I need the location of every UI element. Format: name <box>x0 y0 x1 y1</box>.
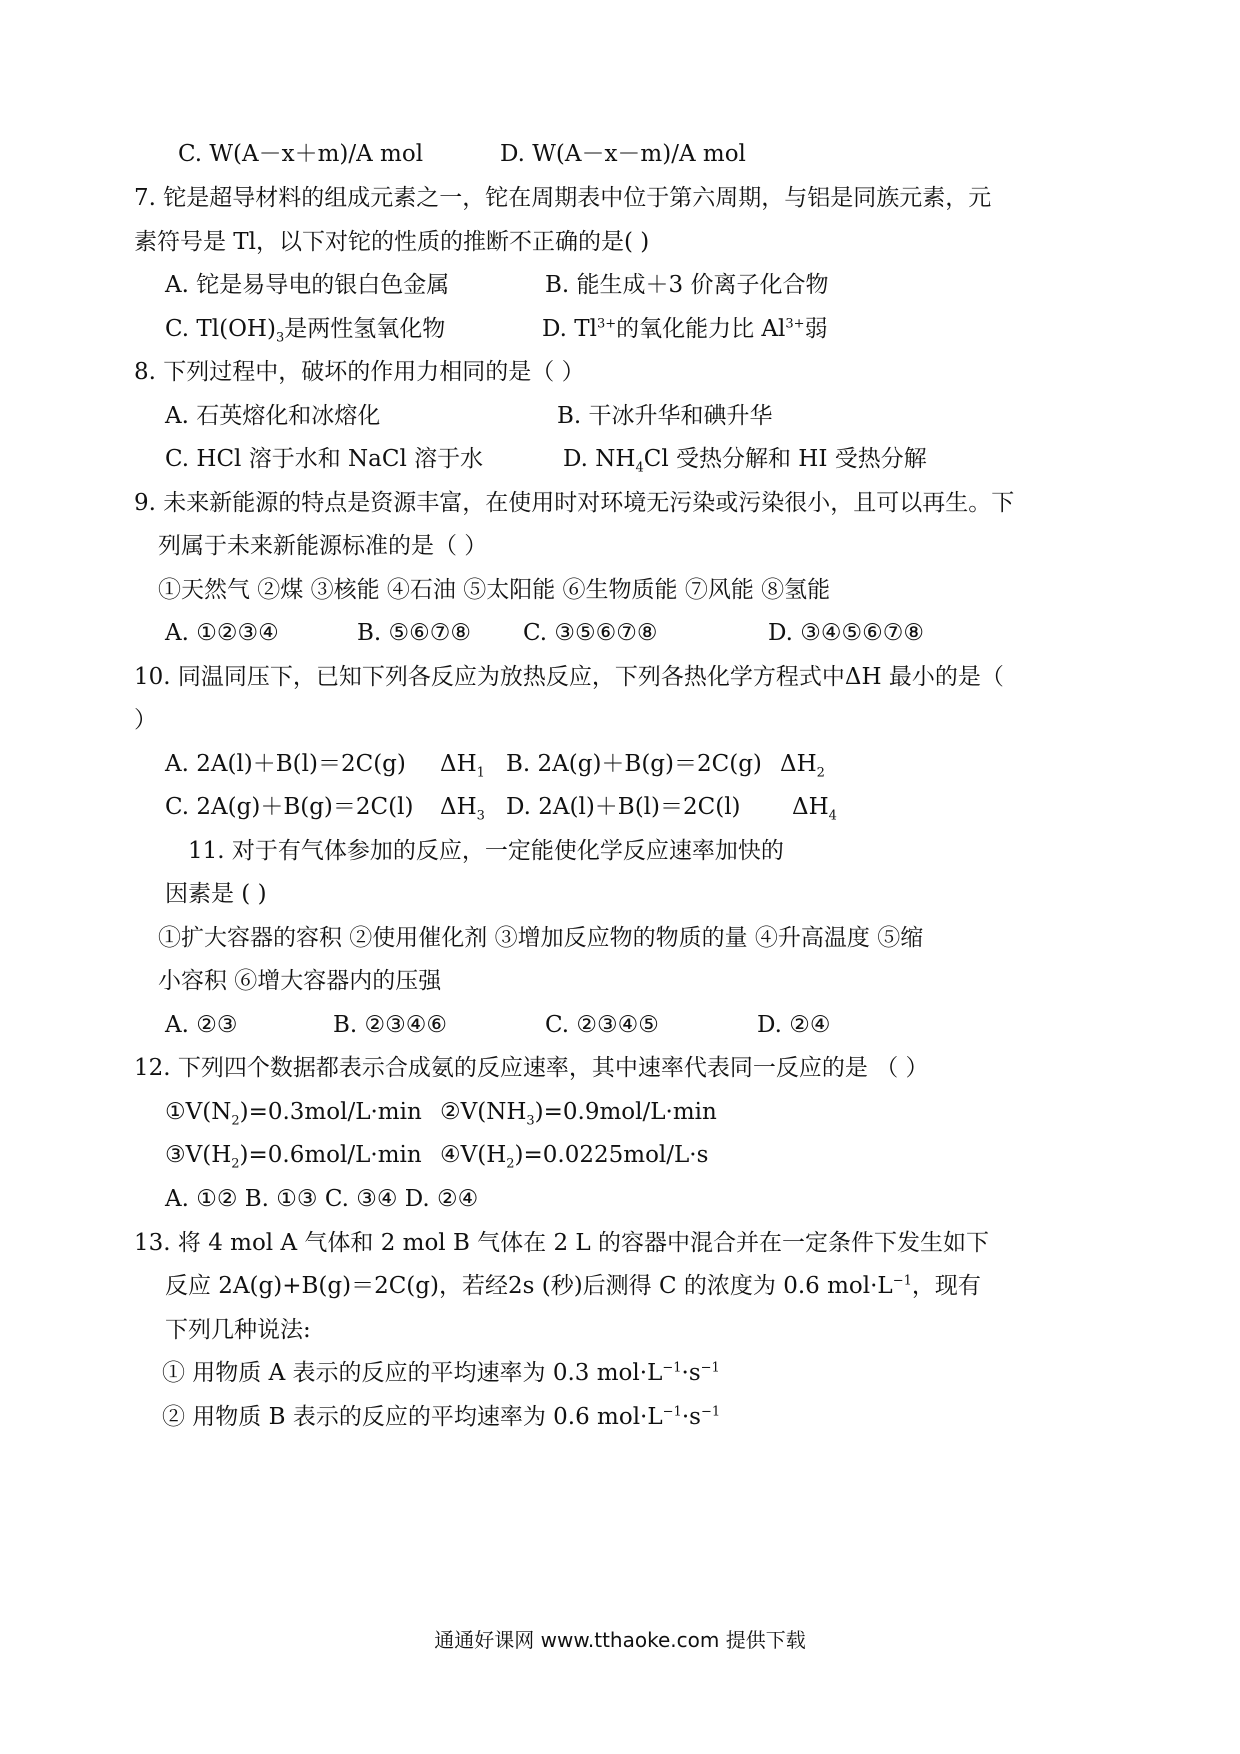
q13-stem-line2 <box>165 1271 981 1301</box>
q7-c-text: C. Tl(OH) <box>165 316 276 342</box>
q12-item-4-subscript: 2 <box>506 1156 515 1172</box>
q12-item-1-text: ①V(N <box>165 1099 232 1125</box>
q13-stem-line3: 下列几种说法: <box>165 1317 311 1343</box>
q12-item-3-text: ③V(H <box>165 1142 232 1168</box>
q7-c-text-end: 是两性氢氧化物 <box>284 316 446 342</box>
q10-option-c: C. 2A(g)＋B(g)＝2C(l) <box>165 794 414 820</box>
q10-option-a-dh <box>440 749 485 779</box>
q12-stem: 12. 下列四个数据都表示合成氨的反应速率，其中速率代表同一反应的是 （ ） <box>134 1055 929 1081</box>
q9-stem-line1: 9. 未来新能源的特点是资源丰富，在使用时对环境无污染或污染很小，且可以再生。下 <box>134 490 1015 516</box>
q13-s2-superscript: −1 <box>662 1404 682 1420</box>
q10-option-b: B. 2A(g)＋B(g)＝2C(g) <box>506 751 762 777</box>
q11-option-b: B. ②③④⑥ <box>333 1012 448 1038</box>
q11-items-line1: ①扩大容器的容积 ②使用催化剂 ③增加反应物的物质的量 ④升高温度 ⑤缩 <box>158 925 924 951</box>
q8-d-subscript: 4 <box>635 460 644 476</box>
q10-b-dh-text: ΔH <box>780 751 817 777</box>
q8-option-a: A. 石英熔化和冰熔化 <box>165 403 381 429</box>
q10-option-d-dh <box>792 792 837 822</box>
q7-d-superscript-2: 3+ <box>785 316 805 332</box>
q11-option-c: C. ②③④⑤ <box>545 1012 659 1038</box>
q9-option-d: D. ③④⑤⑥⑦⑧ <box>768 620 924 646</box>
q10-a-dh-subscript: 1 <box>476 765 485 781</box>
q13-statement-2 <box>162 1402 720 1432</box>
q12-item-1-subscript: 2 <box>231 1113 240 1129</box>
q12-item-3 <box>165 1140 422 1170</box>
q8-d-text-end: Cl 受热分解和 HI 受热分解 <box>643 446 927 472</box>
q6-option-d: D. W(A－x－m)/A mol <box>500 141 746 167</box>
q13-s2-superscript-2: −1 <box>700 1404 721 1420</box>
q10-option-c-dh <box>440 792 485 822</box>
q8-stem: 8. 下列过程中，破坏的作用力相同的是（ ） <box>134 359 585 385</box>
q12-item-4-text-end: )=0.0225mol/L·s <box>514 1142 709 1168</box>
q13-s1-superscript-2: −1 <box>700 1360 720 1376</box>
q7-d-text-end: 弱 <box>804 316 828 342</box>
q13-stem-line1: 13. 将 4 mol A 气体和 2 mol B 气体在 2 L 的容器中混合并在一定条件下发生如下 <box>134 1230 990 1256</box>
q10-option-d: D. 2A(l)＋B(l)＝2C(l) <box>506 794 741 820</box>
q13-s1-superscript: −1 <box>662 1360 682 1376</box>
q9-stem-line2: 列属于未来新能源标准的是（ ） <box>158 533 488 559</box>
q12-options: A. ①② B. ①③ C. ③④ D. ②④ <box>165 1186 479 1212</box>
q12-item-1-text-end: )=0.3mol/L·min <box>239 1099 422 1125</box>
q7-d-text: D. Tl <box>542 316 597 342</box>
q8-option-d <box>563 444 927 474</box>
q7-option-b: B. 能生成＋3 价离子化合物 <box>545 272 829 298</box>
q13-s2-text: ② 用物质 B 表示的反应的平均速率为 0.6 mol·L <box>162 1404 663 1430</box>
q7-d-text-mid: 的氧化能力比 Al <box>616 316 786 342</box>
q11-option-a: A. ②③ <box>165 1012 238 1038</box>
q7-d-superscript: 3+ <box>596 316 617 332</box>
q10-c-dh-subscript: 3 <box>476 808 485 824</box>
q10-stem-line1: 10. 同温同压下，已知下列各反应为放热反应，下列各热化学方程式中ΔH 最小的是（ <box>134 664 1004 690</box>
q10-stem-line2: ） <box>134 707 157 733</box>
q12-item-2-subscript: 3 <box>526 1113 535 1129</box>
q8-option-c: C. HCl 溶于水和 NaCl 溶于水 <box>165 446 484 472</box>
q10-option-a: A. 2A(l)＋B(l)＝2C(g) <box>165 751 406 777</box>
q8-option-b: B. 干冰升华和碘升华 <box>557 403 773 429</box>
q7-stem-line1: 7. 铊是超导材料的组成元素之一，铊在周期表中位于第六周期，与铝是同族元素，元 <box>134 185 992 211</box>
q12-item-4 <box>440 1140 708 1170</box>
q9-option-a: A. ①②③④ <box>165 620 279 646</box>
q8-d-text: D. NH <box>563 446 636 472</box>
q12-item-3-text-end: )=0.6mol/L·min <box>239 1142 422 1168</box>
q9-items: ①天然气 ②煤 ③核能 ④石油 ⑤太阳能 ⑥生物质能 ⑦风能 ⑧氢能 <box>158 577 831 603</box>
q11-items-line2: 小容积 ⑥增大容器内的压强 <box>158 968 442 994</box>
q7-c-subscript: 3 <box>275 330 285 346</box>
q11-option-d: D. ②④ <box>757 1012 831 1038</box>
q6-option-c: C. W(A－x＋m)/A mol <box>178 141 424 167</box>
q11-stem-line1: 11. 对于有气体参加的反应，一定能使化学反应速率加快的 <box>188 838 784 864</box>
q12-item-2-text: ②V(NH <box>440 1099 527 1125</box>
q7-stem-line2: 素符号是 Tl，以下对铊的性质的推断不正确的是( ) <box>134 229 650 255</box>
q10-option-b-dh <box>780 749 825 779</box>
q9-option-b: B. ⑤⑥⑦⑧ <box>357 620 472 646</box>
q13-s1-text: ① 用物质 A 表示的反应的平均速率为 0.3 mol·L <box>162 1360 663 1386</box>
q13-s1-text-mid: ·s <box>681 1360 701 1386</box>
q9-option-c: C. ③⑤⑥⑦⑧ <box>523 620 658 646</box>
q10-c-dh-text: ΔH <box>440 794 477 820</box>
q12-item-1 <box>165 1097 422 1127</box>
q11-stem-line2: 因素是 ( ) <box>165 881 267 907</box>
q13-statement-1 <box>162 1358 720 1388</box>
q7-option-d <box>542 314 828 344</box>
q13-stem-line2-superscript: −1 <box>892 1273 912 1289</box>
q12-item-2-text-end: )=0.9mol/L·min <box>534 1099 717 1125</box>
q10-b-dh-subscript: 2 <box>816 765 825 781</box>
q10-d-dh-subscript: 4 <box>828 808 837 824</box>
q10-d-dh-text: ΔH <box>792 794 829 820</box>
page-footer: 通通好课网 www.tthaoke.com 提供下载 <box>434 1628 806 1652</box>
q10-a-dh-text: ΔH <box>440 751 477 777</box>
q7-option-a: A. 铊是易导电的银白色金属 <box>165 272 450 298</box>
q7-option-c <box>165 314 445 344</box>
q13-s2-text-mid: ·s <box>681 1404 701 1430</box>
q12-item-4-text: ④V(H <box>440 1142 507 1168</box>
q12-item-2 <box>440 1097 717 1127</box>
q12-item-3-subscript: 2 <box>231 1156 240 1172</box>
q13-stem-line2-text-end: ，现有 <box>911 1273 981 1299</box>
q13-stem-line2-text: 反应 2A(g)+B(g)＝2C(g)，若经2s (秒)后测得 C 的浓度为 0.6 mol·L <box>165 1273 893 1299</box>
